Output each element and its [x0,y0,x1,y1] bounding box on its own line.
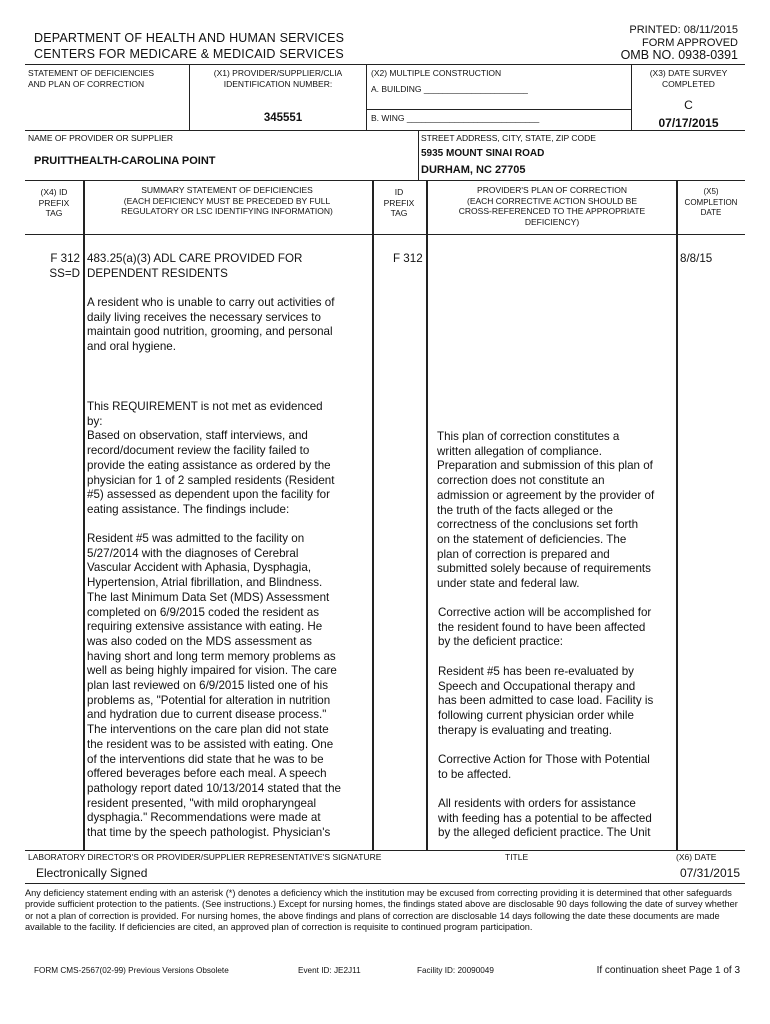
x4-column-header: (X4) ID PREFIX TAG [38,187,70,218]
signature-value: Electronically Signed [36,866,148,880]
plan-column-header: PROVIDER'S PLAN OF CORRECTION (EACH CORRECTIVE ACTION SHOULD BE CROSS-REFERENCED TO THE APPROPRIATE DEFICIENCY) [458,185,646,227]
form-number: FORM CMS-2567(02-99) Previous Versions Obsolete [34,966,229,975]
address-label: STREET ADDRESS, CITY, STATE, ZIP CODE [421,133,596,143]
deficiency-scope: SS=D [49,267,80,280]
facility-id: Facility ID: 20090049 [417,966,494,975]
completion-date: 8/8/15 [680,252,713,265]
multiple-construction-label: (X2) MULTIPLE CONSTRUCTION [371,68,502,78]
building-label: A. BUILDING ______________________ [371,84,528,94]
department-title: DEPARTMENT OF HEALTH AND HUMAN SERVICES [34,31,345,45]
survey-date: 07/17/2015 [658,116,719,130]
provider-id-value: 345551 [263,112,303,124]
continuation-page: If continuation sheet Page 1 of 3 [596,965,740,976]
signature-date: 07/31/2015 [679,866,740,880]
signature-label: LABORATORY DIRECTOR'S OR PROVIDER/SUPPLIER REPRESENTATIVE'S SIGNATURE [28,852,382,862]
summary-paragraph-3: Resident #5 was admitted to the facility on 5/27/2014 with the diagnoses of Cerebral Vascular Accident with Aphasia, Dysphagia, Hypertension, Atrial fibrillation, and Blindness. The last Minimum Data Set (MDS) Assessment completed on 6/9/2015 coded the resident as requiring extensive assistance with eating. He was also coded on the MDS assessment as having short and long term memory problems as well as being highly impaired for vision. The care plan last reviewed on 6/9/2015 listed one of his problems as, "Potential for alteration in nutrition and hydration due to current disease process." The interventions on the care plan did not state the resident was to be assisted with eating. One of the interventions did state that he was to be offered beverages before each meal. A speech pathology report dated 10/13/2014 stated that the resident presented, "with mild oropharyngeal dysphagia." Recommendations were made at that time by the speech pathologist. Physician's [87,532,341,840]
survey-code: C [684,98,693,112]
provider-id-label: (X1) PROVIDER/SUPPLIER/CLIA IDENTIFICATION NUMBER: [213,68,343,89]
address-line1: 5935 MOUNT SINAI ROAD [421,148,545,159]
title-label: TITLE [505,852,529,862]
summary-column-header: SUMMARY STATEMENT OF DEFICIENCIES (EACH DEFICIENCY MUST BE PRECEDED BY FULL REGULATORY OR LSC IDENTIFYING INFORMATION) [121,185,333,216]
statement-label: STATEMENT OF DEFICIENCIES AND PLAN OF CORRECTION [28,68,155,89]
deficiency-tag: F 312 [50,252,80,265]
id-prefix-tag: F 312 [393,252,423,265]
plan-paragraph-3: Resident #5 has been re-evaluated by Speech and Occupational therapy and has been admitted to case load. Facility is following current physician order while therapy is evaluating and treating. [438,665,654,737]
survey-date-label: (X3) DATE SURVEY COMPLETED [649,68,728,89]
summary-paragraph-1: A resident who is unable to carry out activities of daily living receives the necessary services to maintain good nutrition, grooming, and personal and oral hygiene. [87,296,335,354]
deficiency-title: 483.25(a)(3) ADL CARE PROVIDED FOR DEPENDENT RESIDENTS [87,252,303,280]
form-approved: FORM APPROVED [642,37,738,49]
x5-column-header: (X5) COMPLETION DATE [684,187,738,217]
address-line2: DURHAM, NC 27705 [421,164,526,176]
plan-paragraph-2: Corrective action will be accomplished for the resident found to have been affected by the deficient practice: [438,606,652,649]
printed-date: PRINTED: 08/11/2015 [629,24,738,36]
plan-paragraph-4: Corrective Action for Those with Potential to be affected. [438,753,650,781]
summary-paragraph-2: This REQUIREMENT is not met as evidenced by: Based on observation, staff interviews, and record/document review the facility failed to provide the eating assistance as ordered by the physician for 1 of 2 sampled residents (Resident #5) assessed as dependent upon the facility for eating assistance. The findings include: [87,400,335,516]
disclaimer-text: Any deficiency statement ending with an asterisk (*) denotes a deficiency which the institution may be excused from correcting providing it is determined that other safeguards provide sufficient protection to the patients. (See instructions.) Except for nursing homes, the findings stated above are disclosable 90 days following the date of survey whether or not a plan of correction is provided. For nursing homes, the above findings and plans of correction are disclosable 14 days following the date these documents are made available to the facility. If deficiencies are cited, an approved plan of correction is requisite to continued program participation. [25,888,738,933]
signature-date-label: (X6) DATE [676,852,717,862]
agency-title: CENTERS FOR MEDICARE & MEDICAID SERVICES [34,47,344,61]
plan-paragraph-5: All residents with orders for assistance with feeding has a potential to be affected by the alleged deficient practice. The Unit [438,797,652,840]
provider-name-label: NAME OF PROVIDER OR SUPPLIER [28,133,173,143]
provider-name: PRUITTHEALTH-CAROLINA POINT [34,155,216,167]
wing-label: B. WING ____________________________ [371,113,540,123]
plan-paragraph-1: This plan of correction constitutes a written allegation of compliance. Preparation and submission of this plan of correction does not constitute an admission or agreement by the provider of the truth of the facts alleged or the correctness of the conclusions set forth on the statement of deficiencies. The plan of correction is prepared and submitted solely because of requirements under state and federal law. [437,430,655,591]
omb-number: OMB NO. 0938-0391 [620,48,738,62]
event-id: Event ID: JE2J11 [298,966,361,975]
id-column-header: ID PREFIX TAG [383,187,415,218]
